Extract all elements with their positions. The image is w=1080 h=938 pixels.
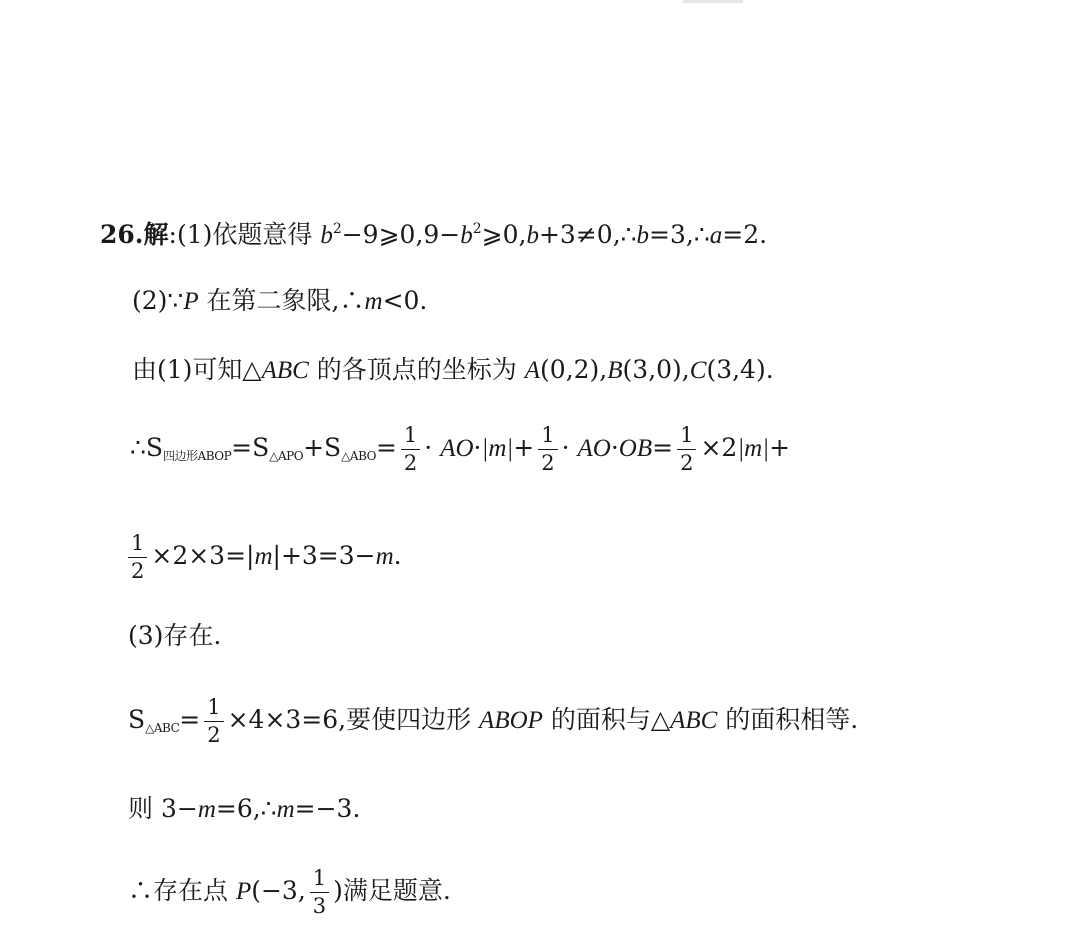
part2-intro-line: (2)∵P 在第二象限,∴m<0. <box>132 286 428 315</box>
problem-number: 26. <box>100 220 144 249</box>
solve-label: 解 <box>143 220 169 249</box>
fraction-third: $\frac{1}{3}$ <box>310 868 329 917</box>
solve-m-line: 则 3−m=6,∴m=−3. <box>128 794 361 823</box>
conclusion-line: ∴存在点 P(−3, $\frac{1}{3}$ )满足题意. <box>128 866 451 918</box>
area-formula-line: $\therefore S_{四边形ABOP}=S_{\triangle APO}+S_{\triangle ABO}=$ $\frac{1}{2}$ · AO·|m|+ $\frac{1}{2}$ · AO·OB= $\frac{1}{2}$ ×2|m|+ <box>130 423 791 475</box>
abc-area-line: $S_{\triangle ABC}=$ $\frac{1}{2}$ ×4×3=6,要使四边形 ABOP 的面积与△ABC 的面积相等. <box>128 695 859 747</box>
top-smudge <box>683 0 743 3</box>
area-result-line: $\frac{1}{2}$ ×2×3=|m|+3=3−m. <box>128 533 402 582</box>
fraction-half: $\frac{1}{2}$ <box>538 425 557 474</box>
fraction-half: $\frac{1}{2}$ <box>401 425 420 474</box>
part3-exists-line: (3)存在. <box>128 621 222 650</box>
fraction-half: $\frac{1}{2}$ <box>204 697 223 746</box>
part2-coords-line: 由(1)可知△ABC 的各顶点的坐标为 A(0,2),B(3,0),C(3,4). <box>132 355 774 384</box>
fraction-half: $\frac{1}{2}$ <box>128 533 147 582</box>
fraction-half: $\frac{1}{2}$ <box>677 425 696 474</box>
part1-line: 26.解:(1)依题意得 $b^2-9⩾0,9-b^2⩾0,b+3\ne 0,\therefore b=3,\therefore a=2$. <box>100 220 768 249</box>
